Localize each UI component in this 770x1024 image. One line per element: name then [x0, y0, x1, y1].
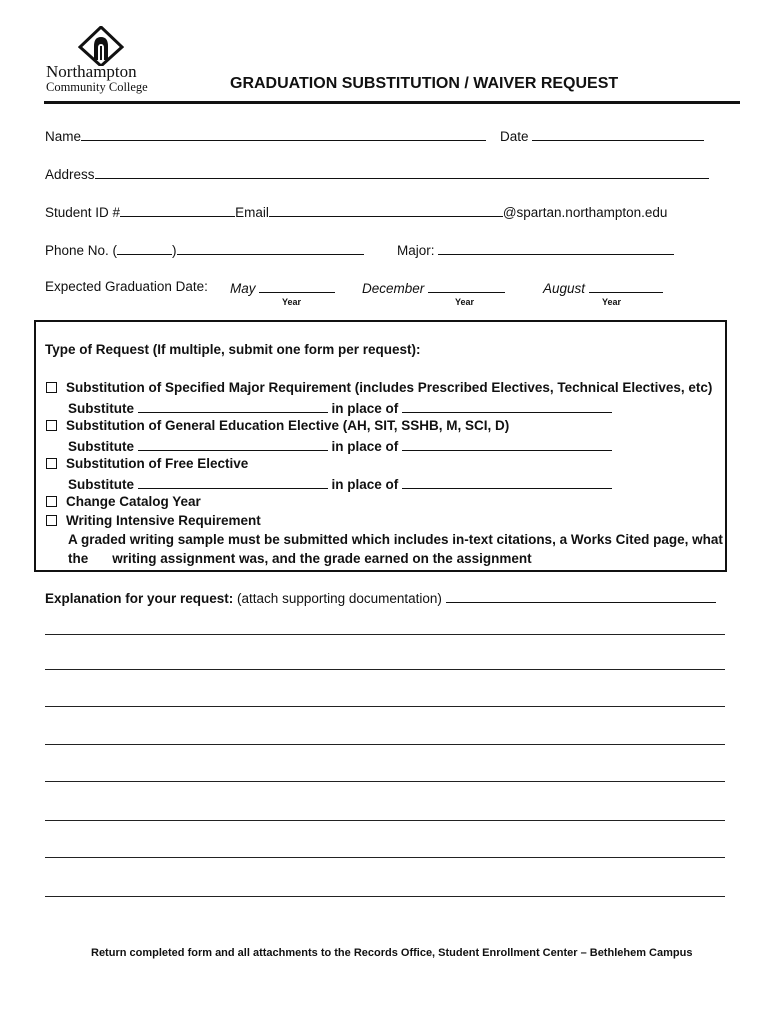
substitute-row-gened — [68, 437, 612, 454]
request-option-writing-intensive — [46, 513, 261, 528]
name-field[interactable] — [81, 127, 486, 141]
substitute-label: Substitute — [68, 477, 134, 492]
free-elective-substitute-field[interactable] — [138, 475, 328, 489]
december-year-field[interactable] — [428, 279, 505, 293]
email-domain: @spartan.northampton.edu — [502, 205, 668, 220]
explanation-first-line-field[interactable] — [446, 589, 716, 603]
college-logo — [78, 26, 124, 66]
phone-area-code-field[interactable] — [117, 241, 172, 255]
major-substitute-field[interactable] — [138, 399, 328, 413]
address-field[interactable] — [95, 165, 709, 179]
option-free-elective-label: Substitution of Free Elective — [66, 456, 249, 471]
free-elective-in-place-field[interactable] — [402, 475, 612, 489]
term-august-label: August — [543, 281, 586, 296]
in-place-label: in place of — [331, 401, 399, 416]
writing-note-line1: A graded writing sample must be submitted which includes in-text citations, a Works Cited page, what — [68, 532, 723, 547]
date-field[interactable] — [532, 127, 704, 141]
explanation-line[interactable] — [45, 896, 725, 897]
request-option-free-elective — [46, 456, 248, 471]
request-option-catalog-year — [46, 494, 201, 509]
name-row — [45, 127, 486, 144]
major-substitution-checkbox[interactable] — [46, 382, 57, 393]
grad-term-may — [230, 279, 335, 296]
substitute-label: Substitute — [68, 401, 134, 416]
date-row — [500, 127, 704, 144]
explanation-line[interactable] — [45, 706, 725, 707]
in-place-label: in place of — [331, 477, 399, 492]
term-may-label: May — [230, 281, 256, 296]
phone-number-field[interactable] — [177, 241, 364, 255]
email-field[interactable] — [269, 203, 503, 217]
option-major-label: Substitution of Specified Major Requirement (includes Prescribed Electives, Technical Electives, etc) — [66, 380, 713, 395]
writing-intensive-checkbox[interactable] — [46, 515, 57, 526]
date-label: Date — [500, 129, 529, 144]
email-label: Email — [235, 205, 269, 220]
option-writing-intensive-label: Writing Intensive Requirement — [66, 513, 261, 528]
gened-substitute-field[interactable] — [138, 437, 328, 451]
substitute-row-free-elective — [68, 475, 612, 492]
writing-note-line2 — [68, 551, 532, 566]
student-id-email-row — [45, 203, 667, 220]
explanation-hint: (attach supporting documentation) — [237, 591, 442, 606]
explanation-row — [45, 589, 716, 606]
address-label: Address — [45, 167, 95, 182]
major-row — [397, 241, 674, 258]
student-id-label: Student ID # — [45, 205, 121, 220]
gened-in-place-field[interactable] — [402, 437, 612, 451]
request-type-heading: Type of Request (If multiple, submit one form per request): — [45, 342, 421, 357]
logo-college-subname: Community College — [46, 80, 148, 94]
explanation-line[interactable] — [45, 669, 725, 670]
may-year-field[interactable] — [259, 279, 335, 293]
substitute-label: Substitute — [68, 439, 134, 454]
august-year-label: Year — [602, 297, 622, 307]
explanation-label: Explanation for your request: — [45, 591, 234, 606]
request-option-gened — [46, 418, 509, 433]
grad-term-august — [543, 279, 663, 296]
term-december-label: December — [362, 281, 425, 296]
option-catalog-year-label: Change Catalog Year — [66, 494, 201, 509]
may-year-label: Year — [282, 297, 302, 307]
grad-date-label: Expected Graduation Date: — [45, 279, 208, 294]
option-gened-label: Substitution of General Education Elective (AH, SIT, SSHB, M, SCI, D) — [66, 418, 510, 433]
request-option-major — [46, 380, 712, 395]
explanation-line[interactable] — [45, 634, 725, 635]
logo-college-name: Northampton — [46, 62, 137, 81]
grad-term-december — [362, 279, 505, 296]
substitute-row-major — [68, 399, 612, 416]
form-title: GRADUATION SUBSTITUTION / WAIVER REQUEST — [230, 75, 619, 92]
explanation-line[interactable] — [45, 820, 725, 821]
explanation-line[interactable] — [45, 781, 725, 782]
major-in-place-field[interactable] — [402, 399, 612, 413]
catalog-year-checkbox[interactable] — [46, 496, 57, 507]
writing-note-line2-a: the — [68, 551, 89, 566]
writing-note-line2-b: writing assignment was, and the grade earned on the assignment — [112, 551, 532, 566]
phone-label: Phone No. ( — [45, 243, 118, 258]
footer-instructions: Return completed form and all attachments to the Records Office, Student Enrollment Center – Bethlehem Campus — [91, 947, 693, 959]
august-year-field[interactable] — [589, 279, 663, 293]
major-label: Major: — [397, 243, 435, 258]
header-divider — [44, 101, 740, 104]
name-label: Name — [45, 129, 82, 144]
student-id-field[interactable] — [120, 203, 235, 217]
major-field[interactable] — [438, 241, 674, 255]
address-row — [45, 165, 709, 182]
in-place-label: in place of — [331, 439, 399, 454]
free-elective-checkbox[interactable] — [46, 458, 57, 469]
phone-row — [45, 241, 364, 258]
explanation-line[interactable] — [45, 857, 725, 858]
gened-substitution-checkbox[interactable] — [46, 420, 57, 431]
december-year-label: Year — [455, 297, 475, 307]
phone-close-paren: ) — [172, 243, 177, 258]
explanation-line[interactable] — [45, 744, 725, 745]
diamond-arch-icon — [78, 26, 124, 66]
